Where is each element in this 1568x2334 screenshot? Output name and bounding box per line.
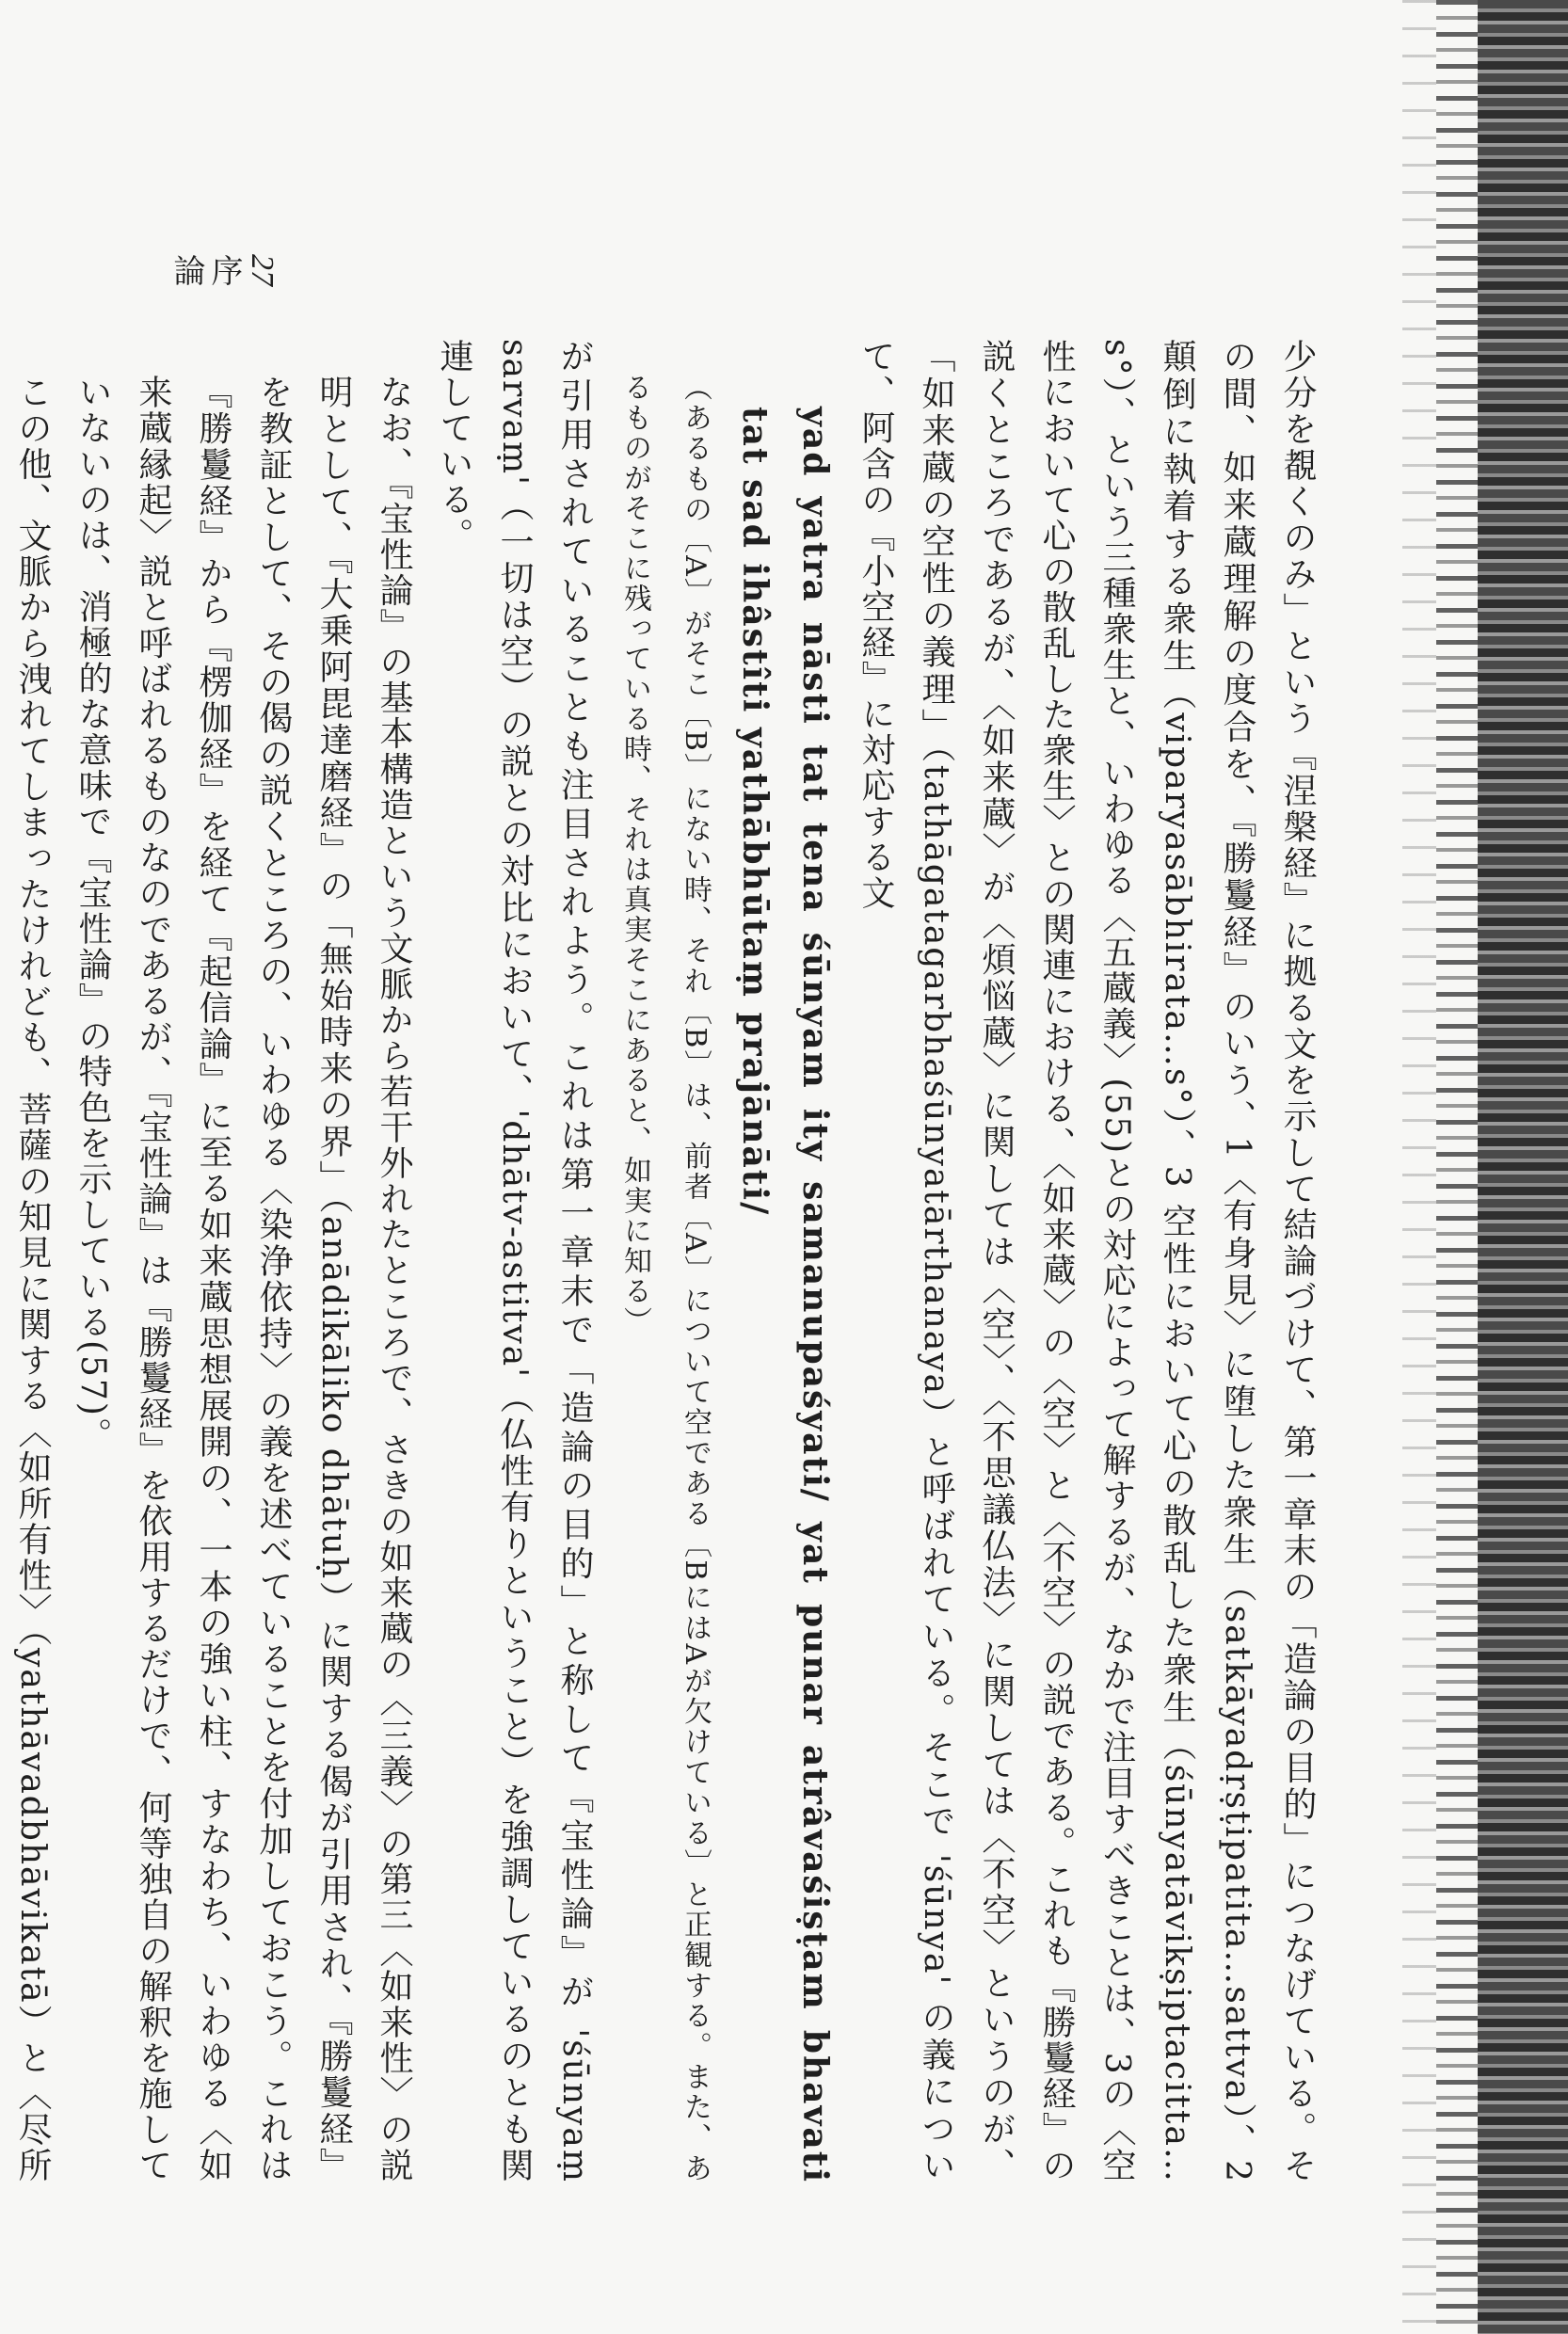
paragraph-2: が引用されていることも注目されよう。これは第一章末で「造論の目的」と称して『宝性論』が 'śūnyaṃ sarvaṃ'（一切は空）の説との対比において、'dhātv-astitva'（仏性有りということ）を強調しているのとも関連している。 <box>435 339 594 2183</box>
quotation-translation: （あるもの〔A〕がそこ〔B〕にない時、それ〔B〕は、前者〔A〕について空である〔BにはAが欠けている〕と正観する。また、あるものがそこに残っている時、それは真実そこにあると、如実に知る） <box>618 373 712 2183</box>
scan-binding-edge <box>1478 0 1568 2334</box>
paragraph-4: この他、文脈から洩れてしまったけれども、菩薩の知見に関する〈如所有性〉（yathāvadbhāvikatā）と〈尽所 <box>13 375 52 2183</box>
paragraph-1: 少分を覩くのみ」という『涅槃経』に拠る文を示して結論づけて、第一章末の「造論の目的」につなげている。その間、如来蔵理解の度合を、『勝鬘経』のいう、1〈有身見〉に堕した衆生（satkāyadṛṣṭipatita…sattva）、2 顛倒に執着する衆生（viparyasābhirata…s°）、3 空性において心の散乱した衆生（śūnyatāvikṣiptacitta…s°）、という三種衆生と、いわゆる〈五蔵義〉(55)との対応によって解するが、なかで注目すべきことは、3の〈空性において心の散乱した衆生〉との関連における、〈如来蔵〉の〈空〉と〈不空〉の説である。これも『勝鬘経』の説くところであるが、〈如来蔵〉が〈煩悩蔵〉に関しては〈空〉、〈不思議仏法〉に関しては〈不空〉というのが、「如来蔵の空性の義理」（tathāgatagarbhaśūnyatārthanaya）と呼ばれている。そこで 'śūnya' の義について、阿含の『小空経』に対応する文 <box>856 339 1317 2184</box>
running-head-title-1: 序 <box>205 254 243 286</box>
running-head-title-2: 論 <box>168 254 205 286</box>
page-number: 27 <box>245 254 280 286</box>
sanskrit-quotation: yad yatra nāsti tat tena śūnyam ity samanupaśyati/ yat punar atrâvaśiṣṭam bhavati tat sad ihâstîti yathābhūtaṃ prajānāti/ <box>735 407 835 2183</box>
body-text <box>13 339 1327 2184</box>
paragraph-3: なお、『宝性論』の基本構造という文脈から若干外れたところで、さきの如来蔵の〈三義〉の第三〈如来性〉の説明として、『大乗阿毘達磨経』の「無始時来の界」（anādikāliko dhātuḥ）に関する偈が引用され、『勝鬘経』を教証として、その偈の説くところの、いわゆる〈染浄依持〉の義を述べていることを付加しておこう。これは『勝鬘経』から『楞伽経』を経て『起信論』に至る如来蔵思想展開の、一本の強い柱、すなわち、いわゆる〈如来蔵縁起〉説と呼ばれるものなのであるが、『宝性論』は『勝鬘経』を依用するだけで、何等独自の解釈を施していないのは、消極的な意味で『宝性論』の特色を示している(57)。 <box>73 375 413 2184</box>
